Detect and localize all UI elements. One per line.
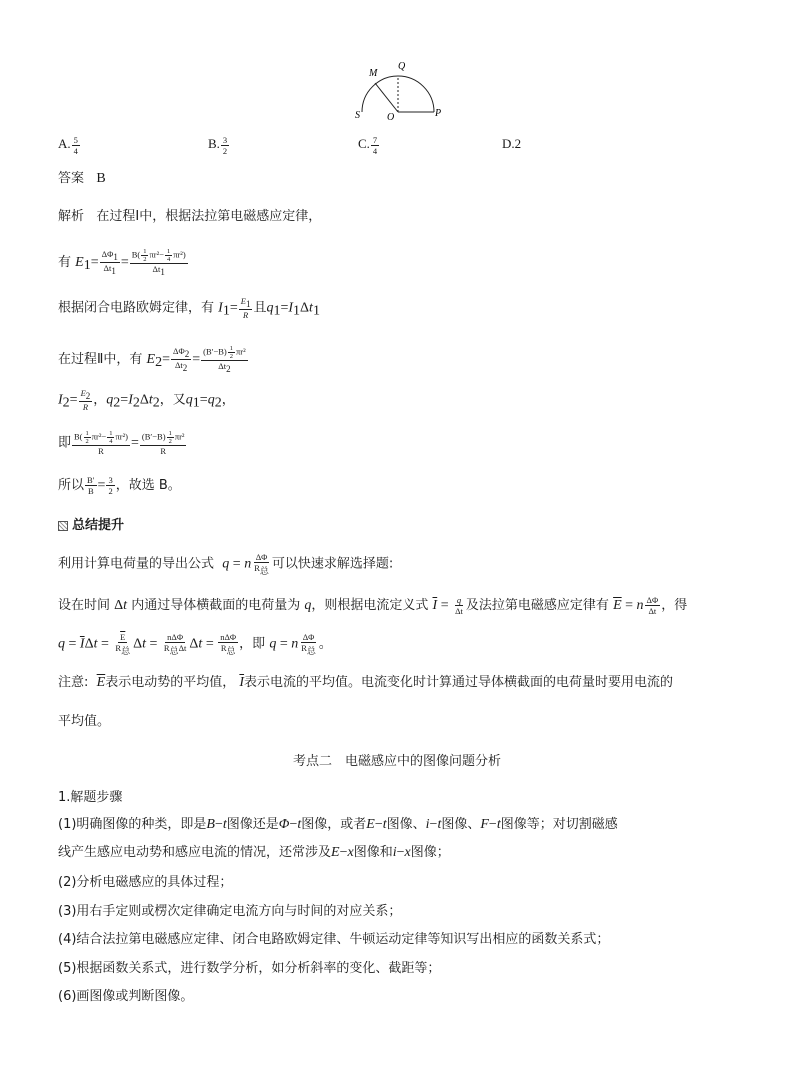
summary-p2-c: ，则根据电流定义式 [311, 598, 429, 613]
step-2 [58, 873, 232, 893]
answer-label: 答案 [58, 171, 85, 186]
summary-p3-period: 。 [318, 636, 332, 652]
label-q: Q [398, 61, 406, 72]
analysis-eq2: 根据闭合电路欧姆定律，有 $I_1=$ $\frac{E_1}{R}$ 且$q_1=I_1\Delta t_1$ [58, 296, 320, 320]
option-b-num: 3 [222, 134, 228, 145]
note-c: 表示电流的平均值。电流变化时计算通过导体横截面的电荷量时要用电流的 [244, 675, 674, 690]
s6-text: (6)画图像或判断图像。 [58, 989, 194, 1004]
eq2-text: 根据闭合电路欧姆定律，有 [58, 300, 215, 316]
summary-p1: 利用计算电荷量的导出公式 q = n $\frac{\Delta\Phi}{R_总}$ 可以快速求解选择题: [58, 552, 394, 576]
s5-text: (5)根据函数关系式，进行数学分析，如分析斜率的变化、截距等； [58, 961, 441, 976]
option-d-letter: D. [502, 136, 515, 151]
step-1: (1)明确图像的种类，即是B−t图像还是Φ−t图像，或者E−t图像、i−t图像、F−t图像等；对切割磁感 [58, 817, 618, 832]
eq6-suoyi: 所以 [58, 478, 85, 493]
summary-heading [58, 516, 124, 536]
answer-value: B [96, 171, 106, 186]
summary-p2: 设在时间 Δt 内通过导体横截面的电荷量为 q，则根据电流定义式 $\overline{I}$ = $\frac{q}{\Delta t}$ 及法拉第电磁感应定律有 $\overline{E} = n$ $\frac{\Delta\Phi}{\Delta t}$ ，得 [58, 595, 688, 616]
steps-title-text: 1.解题步骤 [58, 790, 123, 805]
eq4-sep2: ，又 [159, 392, 186, 408]
steps-title [58, 788, 122, 808]
eq4-end: ， [221, 392, 235, 408]
label-m: M [369, 68, 378, 79]
analysis-eq5: 即 B( $\frac{1}{2}$ πr²− $\frac{1}{4}$ πr²) R = (B′−B) $\frac{1}{2}$ πr² R [58, 430, 185, 456]
analysis-eq1: 有 $E_1=$ $\frac{\Delta\Phi_1}{\Delta t_1}$ = B( $\frac{1}{2}$ πr²− $\frac{1}{4}$ πr²) $\Delta t_1$ [58, 248, 186, 277]
radius-om [375, 83, 398, 112]
s1-g: 线产生感应电动势和感应电流的情况，还常涉及 [58, 845, 332, 860]
option-c-fraction [371, 135, 379, 156]
s1-b: 图像还是 [226, 817, 279, 832]
step-6 [58, 987, 193, 1007]
s1-d: 图像、 [386, 817, 426, 832]
option-a [58, 134, 81, 156]
s2-text: (2)分析电磁感应的具体过程； [58, 875, 233, 890]
option-b-fraction [221, 135, 229, 156]
s1-h: 图像和 [353, 845, 393, 860]
option-d [502, 134, 521, 154]
analysis-eq6: 所以 $\frac{B'}{B}$ = $\frac{3}{2}$ ，故选 B。 [58, 475, 181, 496]
option-a-fraction [72, 135, 80, 156]
note-label: 注意: [58, 675, 89, 690]
summary-note-cont [58, 712, 110, 732]
summary-p1-end: 可以快速求解选择题: [271, 556, 394, 572]
s1-i: 图像； [410, 845, 450, 860]
summary-p2-a: 设在时间 [58, 598, 111, 613]
s4-text: (4)结合法拉第电磁感应定律、闭合电路欧姆定律、牛顿运动定律等知识写出相应的函数关系式； [58, 932, 610, 947]
option-b-letter: B. [208, 136, 220, 151]
summary-p3-end: ，即 [239, 636, 266, 652]
s1-e: 图像、 [441, 817, 481, 832]
summary-p2-e: ，得 [661, 598, 688, 613]
step-1-cont: 线产生感应电动势和感应电流的情况，还常涉及E−x图像和i−x图像； [58, 845, 450, 860]
analysis-label: 解析 [58, 209, 85, 224]
analysis-intro-text: 在过程Ⅰ中，根据法拉第电磁感应定律， [96, 209, 322, 224]
summary-note: 注意: $\overline{E}$表示电动势的平均值， $\overline{I}$表示电流的平均值。电流变化时计算通过导体横截面的电荷量时要用电流的 [58, 675, 674, 690]
option-a-letter: A. [58, 136, 71, 151]
note-b: 表示电动势的平均值， [105, 675, 236, 690]
s3-text: (3)用右手定则或楞次定律确定电流方向与时间的对应关系； [58, 904, 402, 919]
eq4-sep1: ， [93, 392, 107, 408]
semicircle-figure [340, 54, 460, 126]
section-title [0, 752, 794, 772]
s1-a: (1)明确图像的种类，即是 [58, 817, 207, 832]
analysis-eq3: 在过程Ⅱ中，有 $E_2=$ $\frac{\Delta\Phi_2}{\Delta t_2}$ = (B′−B) $\frac{1}{2}$ πr² $\Delta t_2$ [58, 345, 246, 374]
analysis-eq4: $I_2=$ $\frac{E_2}{R}$ ，$q_2=I_2\Delta t_2$，又$q_1=q_2$， [58, 388, 235, 412]
summary-p3: $q = \overline{I}\Delta t$ = $\frac{\overline{E}}{R_总}$ Δt = $\frac{\text{nΔΦ}}{R_总\Delta t}$ Δt = $\frac{\text{nΔΦ}}{R_总}$ ，即 q = n $\frac{\Delta\Phi}{R_总}$ 。 [58, 632, 332, 656]
eq2-and: 且 [253, 300, 267, 316]
answer-line [58, 169, 106, 189]
note-d: 平均值。 [58, 714, 111, 729]
summary-box-icon [58, 521, 68, 531]
option-a-num: 5 [73, 134, 78, 145]
section-title-text: 考点二 电磁感应中的图像问题分析 [292, 754, 501, 769]
summary-p1-text: 利用计算电荷量的导出公式 [58, 556, 215, 572]
option-a-den: 4 [73, 145, 78, 156]
s1-f: 图像等；对切割磁感 [500, 817, 618, 832]
step-5 [58, 959, 440, 979]
option-c-num: 7 [372, 134, 378, 145]
step-3 [58, 902, 401, 922]
label-o: O [387, 112, 395, 123]
summary-title: 总结提升 [72, 518, 125, 533]
summary-p2-d: 及法拉第电磁感应定律有 [465, 598, 609, 613]
eq3-text: 在过程Ⅱ中，有 [58, 352, 143, 367]
summary-p2-b: 内通过导体横截面的电荷量为 [131, 598, 301, 613]
s1-c: 图像，或者 [301, 817, 367, 832]
label-s: S [355, 110, 360, 121]
option-c-den: 4 [372, 145, 378, 156]
option-b [208, 134, 230, 156]
eq5-ji: 即 [58, 435, 72, 451]
option-d-value: 2 [514, 136, 522, 151]
label-p: P [435, 108, 442, 119]
step-4 [58, 930, 609, 950]
eq1-you: 有 [58, 255, 72, 270]
eq6-end: ，故选 B。 [115, 478, 181, 493]
option-c-letter: C. [358, 136, 370, 151]
option-c [358, 134, 380, 156]
analysis-intro [58, 207, 321, 227]
option-b-den: 2 [222, 145, 228, 156]
